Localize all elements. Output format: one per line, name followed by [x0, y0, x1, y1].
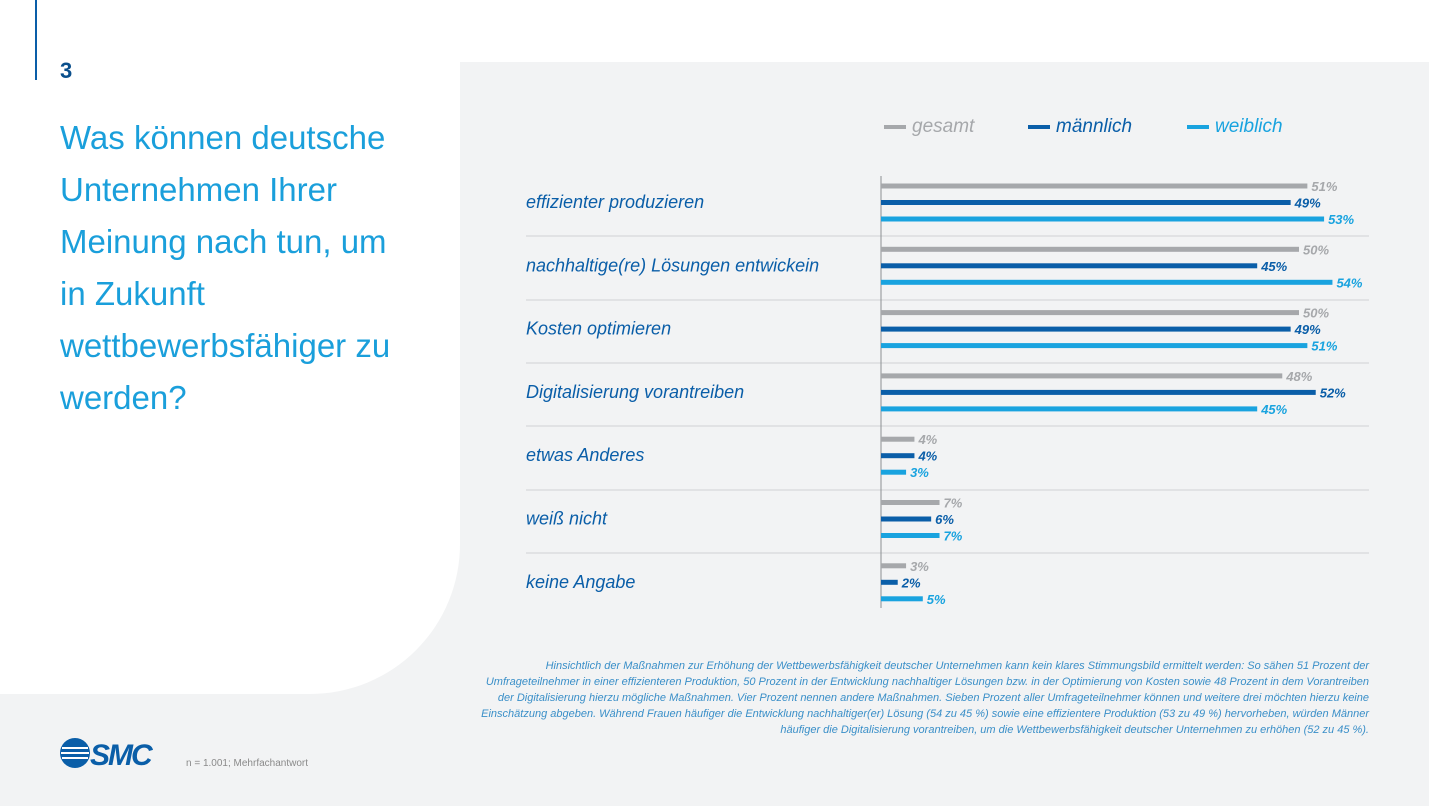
value-label-gesamt-effizienter-produzieren: 51%: [1311, 179, 1338, 194]
legend-label-maennlich: männlich: [1056, 116, 1133, 137]
legend-label-gesamt: gesamt: [912, 116, 975, 137]
bar-gesamt-etwas-anderes: [881, 437, 914, 442]
value-label-weiblich-nachhaltige-re-l-sungen-entwickein: 54%: [1336, 275, 1363, 291]
value-label-gesamt-digitalisierung-vorantreiben: 48%: [1286, 368, 1313, 384]
bar-gesamt-wei-nicht: [881, 500, 940, 505]
value-label-weiblich-etwas-anderes: 3%: [910, 465, 929, 481]
value-label-weiblich-effizienter-produzieren: 53%: [1328, 212, 1355, 227]
value-label-m-nnlich-effizienter-produzieren: 49%: [1294, 195, 1321, 211]
category-label-keine-angabe: keine Angabe: [526, 571, 636, 592]
bar-gesamt-kosten-optimieren: [881, 310, 1299, 315]
value-label-m-nnlich-kosten-optimieren: 49%: [1294, 322, 1321, 338]
bar-gesamt-effizienter-produzieren: [881, 184, 1307, 189]
question-heading: Was können deutsche Unternehmen Ihrer Meinung nach tun, um in Zukunft wettbewerbsfähiger zu werden?: [60, 119, 391, 416]
value-label-m-nnlich-etwas-anderes: 4%: [918, 448, 938, 464]
bar-m-nnlich-nachhaltige-re-l-sungen-entwickein: [881, 263, 1257, 268]
bar-gesamt-digitalisierung-vorantreiben: [881, 373, 1282, 378]
legend-label-weiblich: weiblich: [1215, 116, 1283, 137]
bar-weiblich-kosten-optimieren: [881, 343, 1307, 348]
bar-weiblich-digitalisierung-vorantreiben: [881, 406, 1257, 411]
value-label-m-nnlich-digitalisierung-vorantreiben: 52%: [1319, 385, 1346, 401]
value-label-gesamt-etwas-anderes: 4%: [918, 432, 938, 448]
bar-weiblich-effizienter-produzieren: [881, 217, 1324, 222]
smc-logo: [58, 736, 168, 777]
bar-m-nnlich-keine-angabe: [881, 580, 898, 585]
bar-weiblich-wei-nicht: [881, 533, 940, 538]
bar-weiblich-etwas-anderes: [881, 470, 906, 475]
value-label-weiblich-wei-nicht: 7%: [943, 528, 963, 544]
category-label-nachhaltige-re-l-sungen-entwickein: nachhaltige(re) Lösungen entwickein: [526, 255, 820, 276]
bar-m-nnlich-digitalisierung-vorantreiben: [881, 390, 1316, 395]
bar-gesamt-nachhaltige-re-l-sungen-entwickein: [881, 247, 1299, 252]
page-number: 3: [60, 58, 73, 83]
logo-wordmark: SMC: [90, 739, 151, 772]
category-label-digitalisierung-vorantreiben: Digitalisierung vorantreiben: [526, 381, 745, 402]
value-label-weiblich-keine-angabe: 5%: [926, 591, 946, 607]
bar-weiblich-keine-angabe: [881, 596, 923, 601]
value-label-m-nnlich-wei-nicht: 6%: [935, 512, 954, 527]
category-label-effizienter-produzieren: effizienter produzieren: [526, 192, 705, 212]
bar-m-nnlich-kosten-optimieren: [881, 327, 1291, 332]
category-label-kosten-optimieren: Kosten optimieren: [526, 318, 672, 339]
bar-weiblich-nachhaltige-re-l-sungen-entwickein: [881, 280, 1332, 285]
value-label-gesamt-kosten-optimieren: 50%: [1303, 305, 1330, 321]
footnote-text: Hinsichtlich der Maßnahmen zur Erhöhung der Wettbewerbsfähigkeit deutscher Unternehmen kann kein klares Stimmungsbild ermittelt werden: So sähen 51 Prozent der Umfrageteilnehmer in einer effizienteren Produktion, 50 Prozent in der Entwicklung nachhaltiger Lösungen bzw. in der Optimierung von Kosten sowie 48 Prozent in dem Vorantreiben der Digitalisierung hierzu mögliche Maßnahmen. Vier Prozent nennen andere Maßnahmen. Sieben Prozent aller Umfrageteilnehmer können und weitere drei möchten hierzu keine Einschätzung abgeben. Während Frauen häufiger die Entwicklung nachhaltiger(er) Lösung (54 zu 45 %) sowie eine effizientere Produktion (53 zu 49 %) hervorheben, würden Männer häufiger die Digitalisierung vorantreiben, um die Wettbewerbsfähigkeit deutscher Unternehmen zu erhöhen (52 zu 45 %).: [481, 660, 1369, 736]
category-label-etwas-anderes: etwas Anderes: [526, 445, 645, 466]
value-label-weiblich-kosten-optimieren: 51%: [1311, 338, 1338, 354]
value-label-weiblich-digitalisierung-vorantreiben: 45%: [1261, 401, 1288, 417]
smc-logo-graphic: [58, 736, 168, 772]
bar-m-nnlich-wei-nicht: [881, 517, 931, 522]
value-label-gesamt-keine-angabe: 3%: [910, 558, 929, 574]
bar-gesamt-keine-angabe: [881, 563, 906, 568]
category-label-wei-nicht: weiß nicht: [526, 508, 608, 529]
value-label-gesamt-wei-nicht: 7%: [943, 495, 963, 511]
sample-note: n = 1.001; Mehrfachantwort: [186, 758, 309, 769]
value-label-gesamt-nachhaltige-re-l-sungen-entwickein: 50%: [1303, 242, 1330, 258]
value-label-m-nnlich-keine-angabe: 2%: [901, 575, 921, 591]
bar-m-nnlich-etwas-anderes: [881, 453, 914, 458]
value-label-m-nnlich-nachhaltige-re-l-sungen-entwickein: 45%: [1261, 258, 1288, 274]
bar-m-nnlich-effizienter-produzieren: [881, 200, 1291, 205]
